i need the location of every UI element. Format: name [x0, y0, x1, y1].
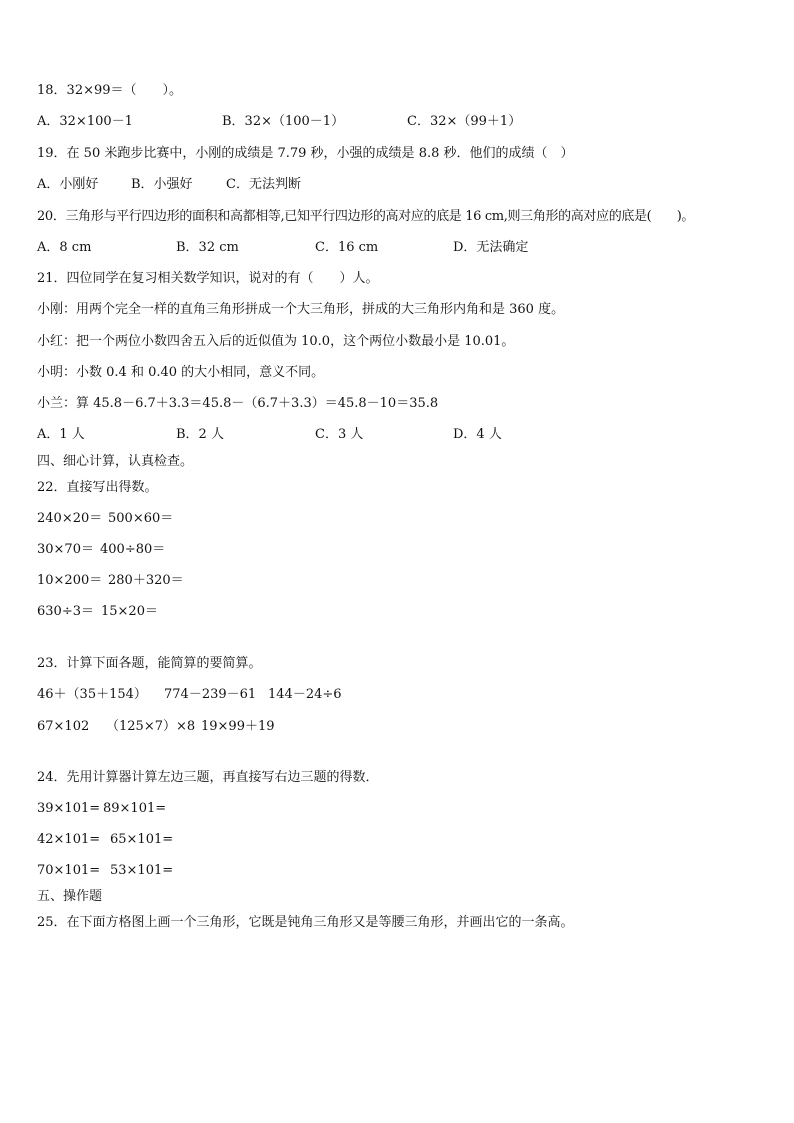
question-20-option-c: C．16 cm: [315, 240, 379, 255]
question-23-item: 67×102: [37, 719, 90, 734]
question-21-option-c: C．3 人: [315, 427, 364, 442]
question-24-item: 70×101=: [37, 863, 101, 878]
question-18-option-a: A．32×100－1: [37, 114, 133, 129]
question-20-option-a: A．8 cm: [37, 240, 92, 255]
question-21-statement-xiaohong: 小红：把一个两位小数四舍五入后的近似值为 10.0，这个两位小数最小是 10.01。: [37, 334, 515, 349]
section-5-heading: 五、操作题: [37, 889, 103, 904]
question-18-option-b: B．32×（100－1）: [222, 114, 345, 129]
question-21-option-a: A．1 人: [37, 427, 85, 442]
question-20-stem: 20．三角形与平行四边形的面积和高都相等,已知平行四边形的高对应的底是 16 cm,则三角形的高对应的底是( )。: [37, 209, 695, 224]
question-23-item: 774－239－61: [164, 687, 257, 702]
question-21-statement-xiaoming: 小明：小数 0.4 和 0.40 的大小相同，意义不同。: [37, 365, 325, 380]
question-24-item: 39×101=: [37, 801, 101, 816]
question-24-item: 65×101=: [110, 832, 174, 847]
question-24-item: 42×101=: [37, 832, 101, 847]
question-21-statement-xiaogang: 小刚：用两个完全一样的直角三角形拼成一个大三角形，拼成的大三角形内角和是 360 度。: [37, 302, 565, 317]
question-22-item: 400÷80＝: [100, 542, 166, 557]
question-23-stem: 23．计算下面各题，能简算的要简算。: [37, 656, 262, 671]
question-22-item: 280＋320＝: [108, 573, 184, 588]
question-22-item: 500×60＝: [108, 511, 174, 526]
question-24-item: 89×101=: [103, 801, 167, 816]
section-4-heading: 四、细心计算，认真检查。: [37, 454, 194, 469]
question-20-option-b: B．32 cm: [176, 240, 239, 255]
question-18-stem: 18．32×99＝（ ）。: [37, 83, 183, 98]
question-19-stem: 19．在 50 米跑步比赛中，小刚的成绩是 7.79 秒，小强的成绩是 8.8 秒．他们的成绩（ ）: [37, 146, 574, 161]
question-19-option-b: B．小强好: [131, 177, 193, 192]
question-24-item: 53×101=: [110, 863, 174, 878]
question-21-option-d: D．4 人: [453, 427, 502, 442]
question-22-item: 30×70＝: [37, 542, 94, 557]
question-21-option-b: B．2 人: [176, 427, 224, 442]
question-21-stem: 21．四位同学在复习相关数学知识，说对的有（ ）人。: [37, 271, 379, 286]
question-22-item: 240×20＝: [37, 511, 103, 526]
question-22-item: 15×20＝: [101, 604, 158, 619]
question-20-option-d: D．无法确定: [453, 240, 529, 255]
question-18-option-c: C．32×（99＋1）: [407, 114, 522, 129]
question-22-stem: 22．直接写出得数。: [37, 480, 158, 495]
question-22-item: 630÷3＝: [37, 604, 94, 619]
question-23-item: （125×7）×8: [106, 719, 196, 734]
question-19-option-a: A．小刚好: [37, 177, 99, 192]
question-19-option-c: C．无法判断: [226, 177, 301, 192]
question-22-item: 10×200＝: [37, 573, 103, 588]
question-25-stem: 25．在下面方格图上画一个三角形，它既是钝角三角形又是等腰三角形，并画出它的一条高。: [37, 915, 574, 930]
question-23-item: 19×99＋19: [201, 719, 275, 734]
question-23-item: 46＋（35＋154）: [37, 687, 147, 702]
question-23-item: 144－24÷6: [268, 687, 342, 702]
question-24-stem: 24．先用计算器计算左边三题，再直接写右边三题的得数．: [37, 770, 379, 785]
question-21-statement-xiaolan: 小兰：算 45.8－6.7＋3.3＝45.8－（6.7＋3.3）＝45.8－10＝35.8: [37, 396, 439, 411]
